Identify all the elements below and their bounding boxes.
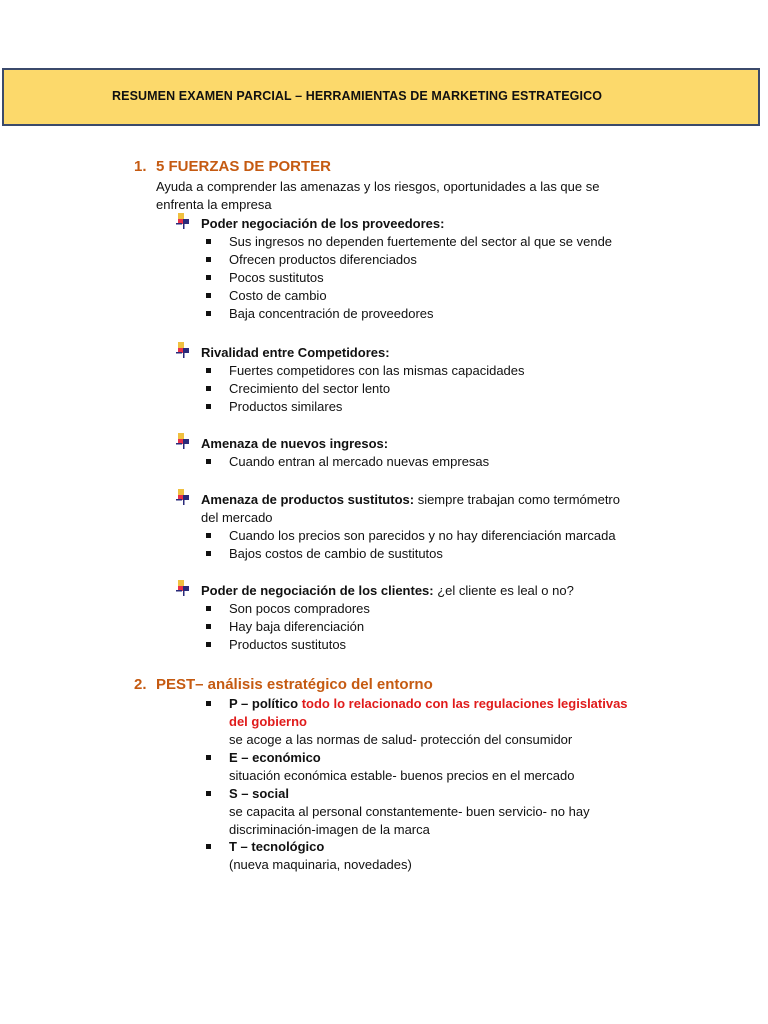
square-bullet-icon [206, 386, 211, 391]
square-bullet-icon [206, 701, 211, 706]
list-item: Bajos costos de cambio de sustitutos [229, 546, 443, 561]
square-bullet-icon [206, 844, 211, 849]
list-item: Productos similares [229, 399, 343, 414]
pest-item-technological: T – tecnológico [229, 839, 325, 854]
flag-bullet-icon [174, 580, 190, 596]
square-bullet-icon [206, 755, 211, 760]
list-item: Fuertes competidores con las mismas capacidades [229, 363, 525, 378]
square-bullet-icon [206, 293, 211, 298]
list-item: Pocos sustitutos [229, 270, 324, 285]
square-bullet-icon [206, 533, 211, 538]
list-item: Son pocos compradores [229, 601, 370, 616]
square-bullet-icon [206, 642, 211, 647]
section-1-intro-line2: enfrenta la empresa [156, 197, 272, 212]
square-bullet-icon [206, 624, 211, 629]
section-1-intro-line1: Ayuda a comprender las amenazas y los riesgos, oportunidades a las que se [156, 179, 600, 194]
list-item: Sus ingresos no dependen fuertemente del sector al que se vende [229, 234, 613, 249]
section-2-number: 2. [134, 676, 147, 693]
list-item: Baja concentración de proveedores [229, 306, 434, 321]
pest-political-highlight-line2: del gobierno [229, 714, 307, 729]
header-banner [2, 68, 760, 126]
group-4-heading-line2: del mercado [201, 510, 273, 525]
pest-social-desc-line1: se capacita al personal constantemente- buen servicio- no hay [229, 804, 590, 819]
group-3-heading: Amenaza de nuevos ingresos: [201, 436, 389, 451]
square-bullet-icon [206, 311, 211, 316]
list-item: Ofrecen productos diferenciados [229, 252, 417, 267]
flag-bullet-icon [174, 489, 190, 505]
pest-technological-desc: (nueva maquinaria, novedades) [229, 857, 412, 872]
square-bullet-icon [206, 459, 211, 464]
section-1-number: 1. [134, 158, 147, 175]
list-item: Crecimiento del sector lento [229, 381, 391, 396]
list-item: Cuando los precios son parecidos y no hay diferenciación marcada [229, 528, 616, 543]
square-bullet-icon [206, 368, 211, 373]
document-title: RESUMEN EXAMEN PARCIAL – HERRAMIENTAS DE MARKETING ESTRATEGICO [112, 89, 603, 103]
square-bullet-icon [206, 606, 211, 611]
list-item: Hay baja diferenciación [229, 619, 365, 634]
flag-bullet-icon [174, 433, 190, 449]
list-item: Costo de cambio [229, 288, 327, 303]
group-1-heading: Poder negociación de los proveedores: [201, 216, 445, 231]
pest-political-desc: se acoge a las normas de salud- protección del consumidor [229, 732, 573, 747]
group-2-heading: Rivalidad entre Competidores: [201, 345, 390, 360]
square-bullet-icon [206, 239, 211, 244]
square-bullet-icon [206, 404, 211, 409]
section-2-title-text: PEST– análisis estratégico del entorno [156, 676, 433, 693]
pest-social-desc-line2: discriminación-imagen de la marca [229, 822, 430, 837]
section-1-title-text: 5 FUERZAS DE PORTER [156, 158, 332, 175]
list-item: Cuando entran al mercado nuevas empresas [229, 454, 490, 469]
pest-item-political: P – político todo lo relacionado con las regulaciones legislativas [229, 696, 628, 711]
group-4-heading: Amenaza de productos sustitutos: siempre trabajan como termómetro [201, 492, 620, 507]
square-bullet-icon [206, 275, 211, 280]
pest-item-social: S – social [229, 786, 289, 801]
flag-bullet-icon [174, 342, 190, 358]
pest-economic-desc: situación económica estable- buenos precios en el mercado [229, 768, 575, 783]
square-bullet-icon [206, 791, 211, 796]
pest-item-economic: E – económico [229, 750, 321, 765]
square-bullet-icon [206, 257, 211, 262]
section-1-title [134, 158, 331, 175]
list-item: Productos sustitutos [229, 637, 347, 652]
flag-bullet-icon [174, 213, 190, 229]
section-2-title [134, 676, 433, 693]
square-bullet-icon [206, 551, 211, 556]
group-5-heading: Poder de negociación de los clientes: ¿el cliente es leal o no? [201, 583, 574, 598]
